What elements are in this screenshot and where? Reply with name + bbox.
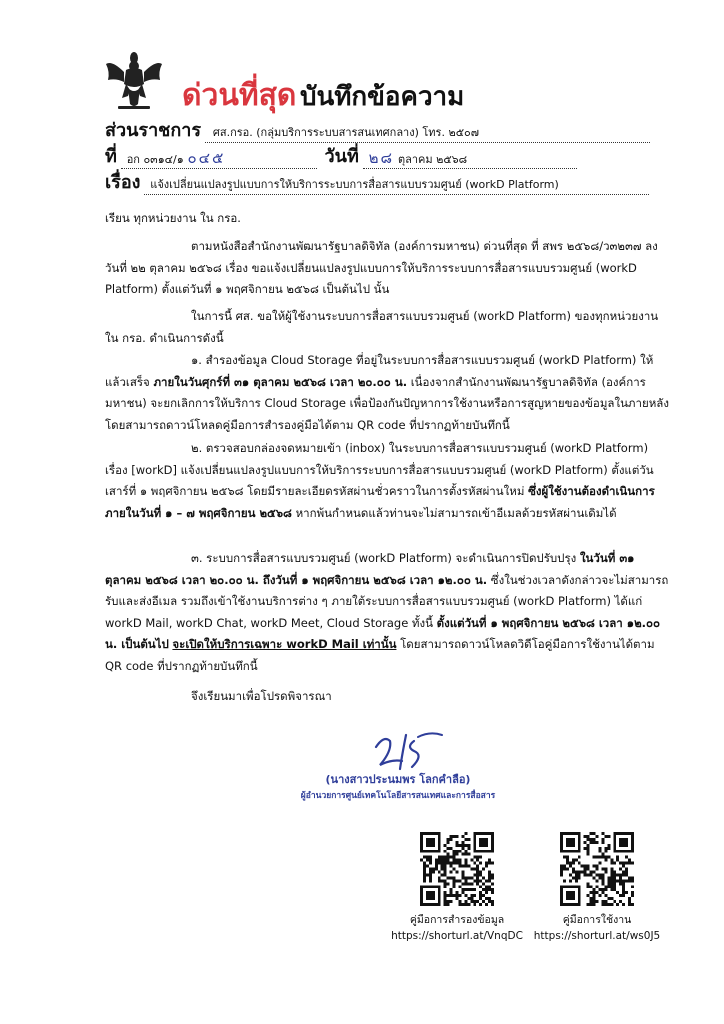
qr-url-backup[interactable]: https://shorturl.at/VnqDC [391, 930, 523, 942]
garuda-emblem-icon [104, 50, 164, 112]
agency-line [105, 120, 650, 143]
memo-title: บันทึกข้อความ [300, 82, 465, 112]
qr-caption-user: คู่มือการใช้งาน https://shorturl.at/ws0J5 [522, 912, 672, 944]
qr-code-backup-manual[interactable] [420, 832, 494, 906]
ref-label: ที่ [105, 146, 117, 167]
date-rest: ตุลาคม ๒๕๖๘ [397, 153, 468, 166]
paragraph-reference: ตามหนังสือสำนักงานพัฒนารัฐบาลดิจิทัล (องค์การมหาชน) ด่วนที่สุด ที่ สพร ๒๕๖๘/ว๓๒๓๗ ลงวันที่ ๒๒ ตุลาคม ๒๕๖๘ เรื่อง ขอแจ้งเปลี่ยนแปลงรูปแบบการให้บริการระบบการสื่อสารแบบรวมศูนย์ (workD Platform) ตั้งแต่วันที่ ๑ พฤศจิกายน ๒๕๖๘ เป็นต้นไป นั้น [105, 239, 658, 296]
item-1: ๑. สำรองข้อมูล Cloud Storage ที่อยู่ในระบบการสื่อสารแบบรวมศูนย์ (workD Platform) ให้แล้วเสร็จ ภายในวันศุกร์ที่ ๓๑ ตุลาคม ๒๕๖๘ เวลา ๒๐.๐๐ น. เนื่องจากสำนักงานพัฒนารัฐบาลดิจิทัล (องค์การมหาชน) จะยกเลิกการให้บริการ Cloud Storage เพื่อป้องกันปัญหาการใช้งานหรือการสูญหายของข้อมูลในภายหลัง โดยสามารถดาวน์โหลดคู่มือการสำรองคู่มือได้ตาม QR code ที่ปรากฏท้ายบันทึกนี้ [105, 353, 669, 432]
ref-value: อก ๐๓๑๔/๑ [126, 153, 184, 166]
urgent-title: ด่วนที่สุด [182, 78, 297, 113]
qr-url-user[interactable]: https://shorturl.at/ws0J5 [533, 930, 661, 942]
item-3: ๓. ระบบการสื่อสารแบบรวมศูนย์ (workD Platform) จะดำเนินการปิดปรับปรุง ในวันที่ ๓๑ ตุลาคม ๒๕๖๘ เวลา ๒๐.๐๐ น. ถึงวันที่ ๑ พฤศจิกายน ๒๕๖๘ เวลา ๑๒.๐๐ น. ซึ่งในช่วงเวลาดังกล่าวจะไม่สามารถรับและส่งอีเมล รวมถึงเข้าใช้งานบริการต่าง ๆ ภายใต้ระบบการสื่อสารแบบรวมศูนย์ (workD Platform) ได้แก่ workD Mail, workD Chat, workD Meet, Cloud Storage ทั้งนี้ ตั้งแต่วันที่ ๑ พฤศจิกายน ๒๕๖๘ เวลา ๑๒.๐๐ น. เป็นต้นไป จะเปิดให้บริการเฉพาะ workD Mail เท่านั้น โดยสามารถดาวน์โหลดวิดีโอคู่มือการใช้งานได้ตาม QR code ที่ปรากฏท้ายบันทึกนี้ [105, 551, 669, 673]
item-3-downtime: ในวันที่ ๓๑ ตุลาคม ๒๕๖๘ เวลา ๒๐.๐๐ น. ถึงวันที่ ๑ พฤศจิกายน ๒๕๖๘ เวลา ๑๒.๐๐ น. [105, 551, 635, 587]
item-3-resume: ตั้งแต่วันที่ ๑ พฤศจิกายน ๒๕๖๘ เวลา ๑๒.๐๐ น. เป็นต้นไป [105, 615, 661, 651]
paragraph-request: ในการนี้ ศส. ขอให้ผู้ใช้งานระบบการสื่อสารแบบรวมศูนย์ (workD Platform) ของทุกหน่วยงาน ใน กรอ. ดำเนินการดังนี้ [105, 309, 659, 345]
signatory-name: (นางสาวประนมพร โลกคำลือ) [325, 773, 471, 786]
ref-number: ๐๔๕ [187, 149, 226, 167]
signatory-title: ผู้อำนวยการศูนย์เทคโนโลยีสารสนเทศและการสื่อสาร [300, 791, 496, 801]
agency-value: ศส.กรอ. (กลุ่มบริการระบบสารสนเทศกลาง) โทร. ๒๕๐๗ [212, 126, 480, 139]
agency-label: ส่วนราชการ [105, 120, 202, 141]
item-3-mail-only: จะเปิดให้บริการเฉพาะ workD Mail เท่านั้น [172, 637, 397, 651]
closing: จึงเรียนมาเพื่อโปรดพิจารณา [191, 689, 332, 703]
item-2: ๒. ตรวจสอบกล่องจดหมายเข้า (inbox) ในระบบการสื่อสารแบบรวมศูนย์ (workD Platform) เรื่อง [workD] แจ้งเปลี่ยนแปลงรูปแบบการให้บริการระบบการสื่อสารแบบรวมศูนย์ (workD Platform) ตั้งแต่วันเสาร์ที่ ๑ พฤศจิกายน ๒๕๖๘ โดยมีรายละเอียดรหัสผ่านชั่วคราวในการตั้งรหัสผ่านใหม่ ซึ่งผู้ใช้งานต้องดำเนินการภายในวันที่ ๑ – ๗ พฤศจิกายน ๒๕๖๘ หากพ้นกำหนดแล้วท่านจะไม่สามารถเข้าอีเมลด้วยรหัสผ่านเดิมได้ [105, 441, 655, 520]
item-2-deadline: ซึ่งผู้ใช้งานต้องดำเนินการภายในวันที่ ๑ – ๗ พฤศจิกายน ๒๕๖๘ [105, 484, 655, 520]
item-1-deadline: ภายในวันศุกร์ที่ ๓๑ ตุลาคม ๒๕๖๘ เวลา ๒๐.๐๐ น. [153, 374, 408, 389]
subject-value: แจ้งเปลี่ยนแปลงรูปแบบการให้บริการระบบการสื่อสารแบบรวมศูนย์ (workD Platform) [150, 178, 559, 191]
subject-line [105, 172, 649, 195]
qr-code-user-manual[interactable] [560, 832, 634, 906]
date-day: ๒๘ [368, 149, 395, 167]
salutation: เรียน ทุกหน่วยงาน ใน กรอ. [105, 211, 241, 225]
date-label: วันที่ [324, 146, 359, 167]
ref-date-line [105, 146, 577, 169]
qr-caption-backup: คู่มือการสำรองข้อมูล https://shorturl.at/VnqDC [382, 912, 532, 944]
subject-label: เรื่อง [105, 172, 141, 193]
